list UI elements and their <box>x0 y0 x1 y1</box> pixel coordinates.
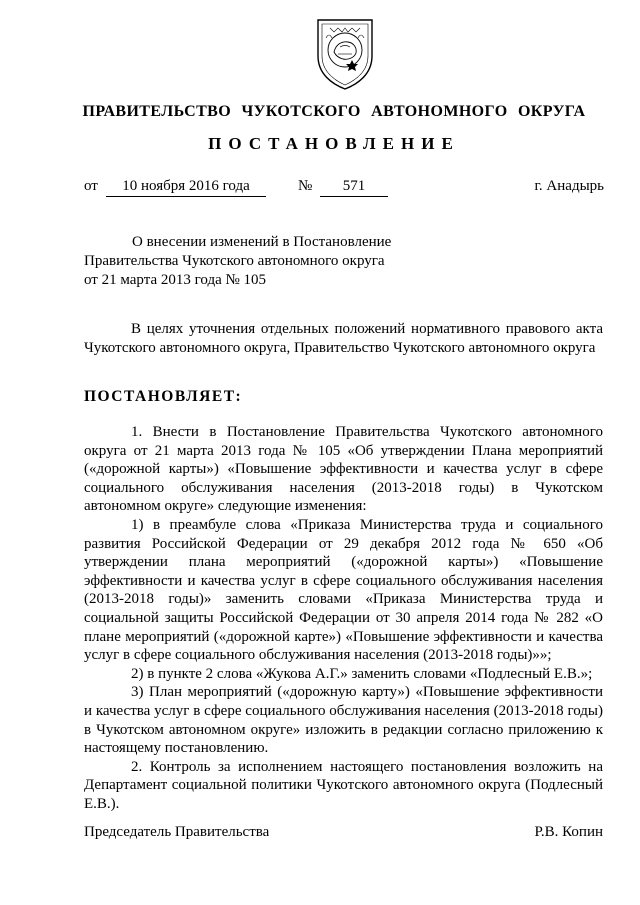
decree-heading: ПОСТАНОВЛЯЕТ: <box>84 388 243 405</box>
decree-item: 2. Контроль за исполнением настоящего постановления возложить на Департамент социальной политики Чукотского автономного округа (Подлесный Е.В.). <box>84 758 603 812</box>
signatory-name: Р.В. Копин <box>534 824 603 840</box>
document-subject <box>84 233 404 290</box>
number-label: № <box>298 178 313 194</box>
decree-item: 1) в преамбуле слова «Приказа Министерства труда и социального развития Российской Федерации от 29 декабря 2012 года № 650 «Об утверждении плана мероприятий («дорожной карты») «Повышение эффективности и качества услуг в сфере социального обслуживания населения (2013-2018 годы)» заменить словами «Приказа Министерства труда и социальной защиты Российской Федерации от 30 апреля 2014 года № 282 «О плане мероприятий («дорожной карте») «Повышение эффективности и качества услуг в сфере социального обслуживания населения (2013-2018 годы)»»; <box>84 516 603 664</box>
coat-of-arms-icon <box>310 14 380 92</box>
subject-line: Правительства Чукотского автономного округа <box>84 253 385 269</box>
subject-line: О внесении изменений в Постановление <box>132 234 392 250</box>
signature-block <box>84 824 603 844</box>
subject-line: от 21 марта 2013 года № 105 <box>84 272 267 288</box>
decree-item: 3) План мероприятий («дорожную карту») «Повышение эффективности и качества услуг в сфере социального обслуживания населения (2013-2018 годы) в Чукотском автономном округе» изложить в редакции согласно приложению к настоящему постановлению. <box>84 684 603 757</box>
intro-paragraph <box>84 320 603 357</box>
document-type: ПОСТАНОВЛЕНИЕ <box>208 134 460 153</box>
intro-text: В целях уточнения отдельных положений нормативного правового акта Чукотского автономного округа, Правительство Чукотского автономного округа <box>84 321 603 356</box>
document-date: 10 ноября 2016 года <box>106 178 266 197</box>
signatory-position: Председатель Правительства <box>84 824 270 840</box>
government-title: ПРАВИТЕЛЬСТВО ЧУКОТСКОГО АВТОНОМНОГО ОКРУГА <box>82 103 586 120</box>
decree-item: 2) в пункте 2 слова «Жукова А.Г.» заменить словами «Подлесный Е.В.»; <box>131 665 593 682</box>
document-meta <box>84 178 604 200</box>
decree-item: 1. Внести в Постановление Правительства Чукотского автономного округа от 21 марта 2013 года № 105 «Об утверждении Плана мероприятий («дорожной карты») «Повышение эффективности и качества услуг в сфере социального обслуживания населения (2013-2018 годы) в Чукотском автономном округе» следующие изменения: <box>84 424 603 515</box>
document-city: г. Анадырь <box>534 178 604 194</box>
document-number: 571 <box>320 178 388 197</box>
decree-body <box>84 423 603 813</box>
date-label: от <box>84 178 98 194</box>
